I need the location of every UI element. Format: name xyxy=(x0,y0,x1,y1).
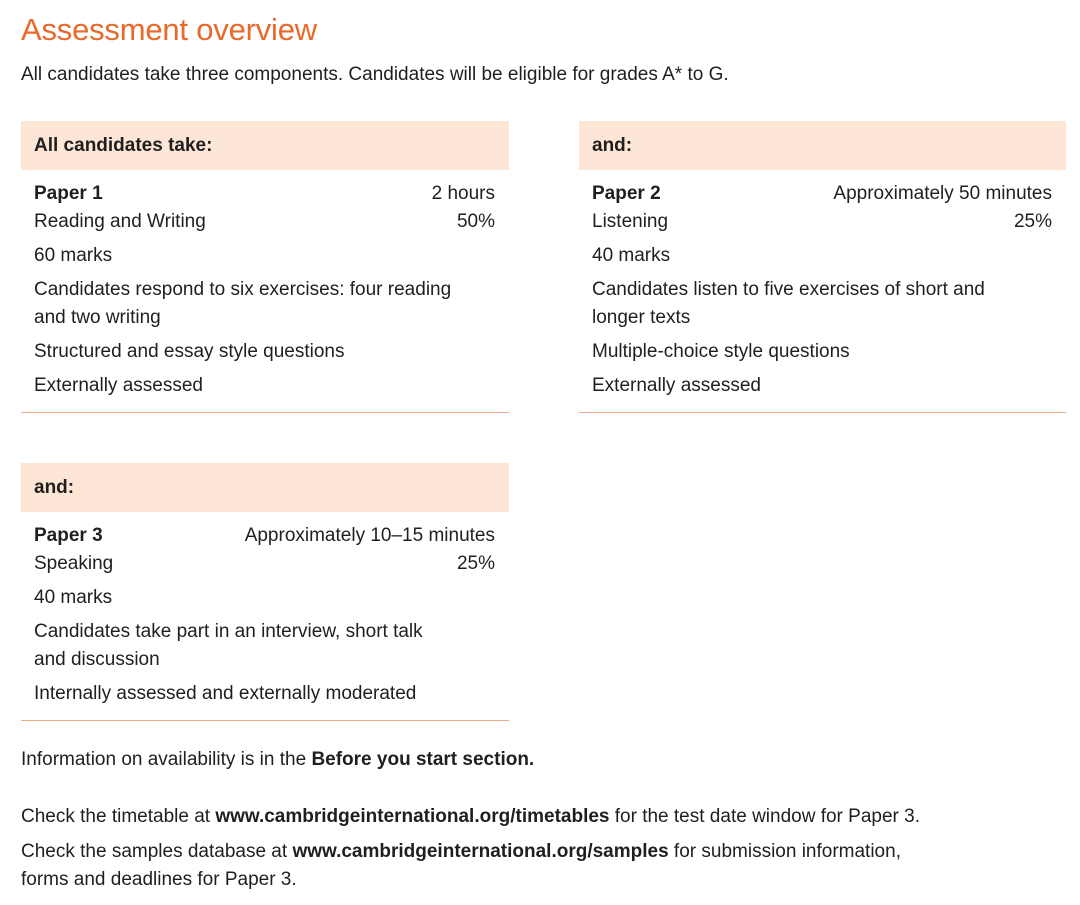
timetable-suffix: for the test date window for Paper 3. xyxy=(609,806,920,827)
timetable-link[interactable]: www.cambridgeinternational.org/timetables xyxy=(215,806,610,827)
paper-duration: Approximately 50 minutes xyxy=(833,183,1052,204)
samples-prefix: Check the samples database at xyxy=(21,841,293,862)
paper-marks: 40 marks xyxy=(34,587,113,608)
paper-weighting: 50% xyxy=(456,211,495,232)
samples-note xyxy=(21,838,901,894)
paper-name: Paper 2 xyxy=(592,183,661,204)
timetable-note xyxy=(21,803,920,831)
box-divider xyxy=(579,412,1066,413)
component-box-paper-1 xyxy=(21,121,509,413)
timetable-prefix: Check the timetable at xyxy=(21,806,216,827)
intro-text: All candidates take three components. Candidates will be eligible for grades A* to G. xyxy=(21,64,729,85)
paper-weighting: 25% xyxy=(456,553,495,574)
component-box-paper-3 xyxy=(21,463,509,721)
paper-description-line2: and two writing xyxy=(34,307,161,328)
paper-assessment: Internally assessed and externally moderated xyxy=(34,683,417,704)
paper-question-style: Multiple-choice style questions xyxy=(592,341,850,362)
paper-weighting: 25% xyxy=(1013,211,1052,232)
samples-suffix: for submission information, xyxy=(668,841,901,862)
component-heading: and: xyxy=(579,121,1066,170)
component-box-paper-2 xyxy=(579,121,1066,413)
paper-question-style: Structured and essay style questions xyxy=(34,341,345,362)
box-divider xyxy=(21,720,509,721)
page-title: Assessment overview xyxy=(21,12,317,47)
paper-skill: Reading and Writing xyxy=(34,211,206,232)
paper-description-line2: longer texts xyxy=(592,307,691,328)
component-heading: All candidates take: xyxy=(21,121,509,170)
paper-skill: Listening xyxy=(592,211,669,232)
samples-line2: forms and deadlines for Paper 3. xyxy=(21,869,297,890)
paper-assessment: Externally assessed xyxy=(592,375,761,396)
paper-assessment: Externally assessed xyxy=(34,375,203,396)
box-divider xyxy=(21,412,509,413)
component-heading: and: xyxy=(21,463,509,512)
paper-description-line1: Candidates take part in an interview, short talk xyxy=(34,621,423,642)
paper-duration: 2 hours xyxy=(431,183,495,204)
availability-note xyxy=(21,746,534,774)
paper-duration: Approximately 10–15 minutes xyxy=(244,525,495,546)
paper-marks: 60 marks xyxy=(34,245,113,266)
paper-name: Paper 1 xyxy=(34,183,103,204)
paper-description-line1: Candidates respond to six exercises: four reading xyxy=(34,279,452,300)
samples-link[interactable]: www.cambridgeinternational.org/samples xyxy=(292,841,669,862)
paper-description-line1: Candidates listen to five exercises of short and xyxy=(592,279,985,300)
availability-prefix: Information on availability is in the xyxy=(21,749,312,770)
paper-description-line2: and discussion xyxy=(34,649,160,670)
paper-marks: 40 marks xyxy=(592,245,671,266)
paper-name: Paper 3 xyxy=(34,525,103,546)
before-you-start-link: Before you start section. xyxy=(311,749,535,770)
paper-skill: Speaking xyxy=(34,553,114,574)
